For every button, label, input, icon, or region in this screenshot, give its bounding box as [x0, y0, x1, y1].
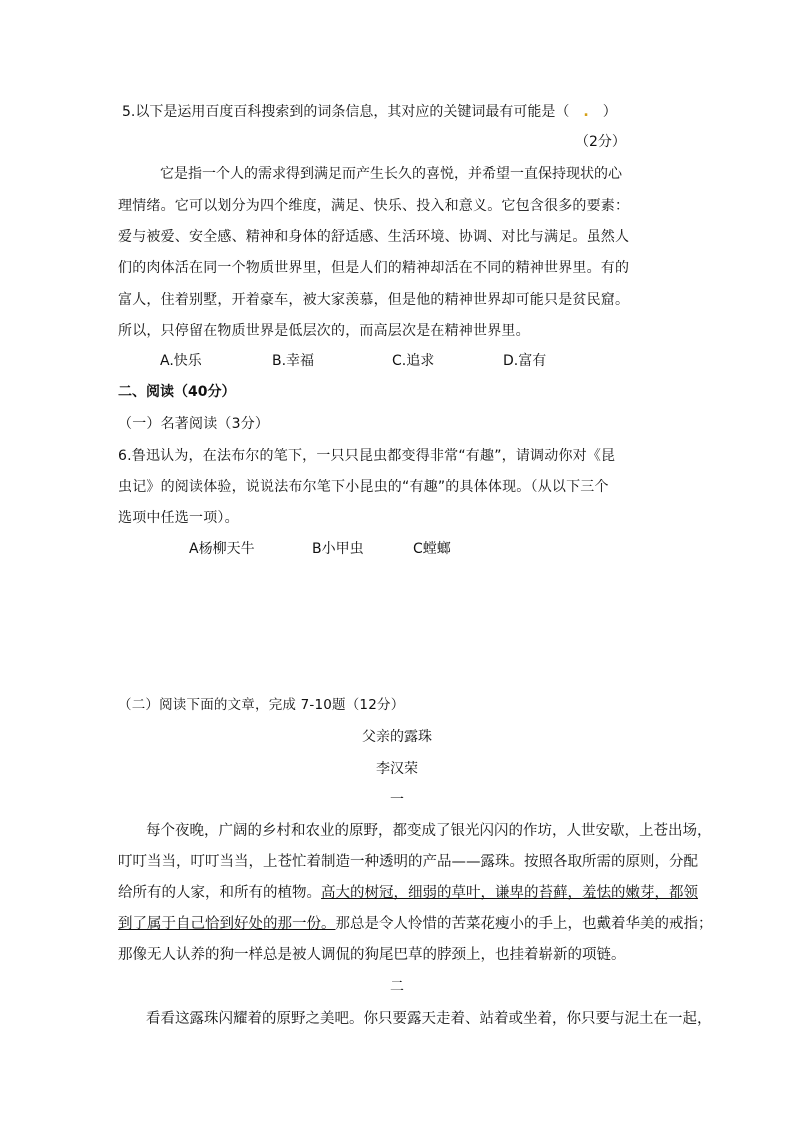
underlined-sentence-part-1: 高大的树冠，细弱的草叶，谦卑的苔藓，羞怯的嫩芽，都领 — [321, 885, 698, 901]
article-author: 李汉荣 — [376, 761, 418, 777]
q6-option-a: A杨柳天牛 — [189, 541, 255, 557]
part-1-marker: 一 — [390, 792, 404, 808]
part-2-marker: 二 — [390, 979, 404, 995]
article-p2-line-1: 看看这露珠闪耀着的原野之美吧。你只要露天走着、站着或坐着，你只要与泥土在一起， — [146, 1011, 712, 1027]
question-6-line-3: 选项中任选一项）。 — [118, 510, 239, 526]
line-3-plain-text: 给所有的人家，和所有的植物。 — [118, 885, 321, 901]
option-a: A.快乐 — [160, 353, 202, 369]
article-p1-line-5: 那像无人认养的狗一样总是被人调侃的狗尾巴草的脖颈上，也挂着崭新的项链。 — [118, 947, 626, 963]
q6-option-c: C螳螂 — [413, 541, 451, 557]
question-6-line-2: 虫记》的阅读体验，说说法布尔笔下小昆虫的“有趣”的具体体现。（从以下三个 — [118, 479, 609, 495]
question-5-close-paren: ） — [602, 104, 617, 120]
article-title: 父亲的露珠 — [362, 729, 432, 745]
option-b: B.幸福 — [272, 353, 315, 369]
option-d: D.富有 — [503, 353, 547, 369]
option-c: C.追求 — [392, 353, 435, 369]
question-5-score: （2分） — [575, 134, 626, 150]
question-6-line-1: 6.鲁迅认为，在法布尔的笔下，一只只昆虫都变得非常“有趣”，请调动你对《昆 — [118, 448, 616, 464]
passage-line-2: 理情绪。它可以划分为四个维度，满足、快乐、投入和意义。它包含很多的要素： — [118, 198, 630, 214]
passage-line-5: 富人，住着别墅，开着豪车，被大家羡慕，但是他的精神世界却可能只是贫民窟。 — [118, 292, 630, 308]
article-p1-line-4 — [118, 914, 713, 934]
line-4-plain-text: 那总是令人怜惜的苦菜花瘦小的手上，也戴着华美的戒指； — [335, 916, 713, 932]
article-p1-line-1: 每个夜晚，广阔的乡村和农业的原野，都变成了银光闪闪的作坊，人世安歇，上苍出场， — [146, 823, 712, 839]
subsection-2-heading: （二）阅读下面的文章，完成 7-10题（12分） — [118, 697, 405, 713]
answer-blank-dot: . — [583, 104, 589, 120]
passage-line-1: 它是指一个人的需求得到满足而产生长久的喜悦，并希望一直保持现状的心 — [160, 166, 622, 182]
q6-option-b: B小甲虫 — [312, 541, 364, 557]
underlined-sentence-part-2: 到了属于自己恰到好处的那一份。 — [118, 916, 336, 932]
section-2-heading: 二、阅读（40分） — [118, 384, 236, 400]
passage-line-4: 们的肉体活在同一个物质世界里，但是人们的精神却活在不同的精神世界里。有的 — [118, 260, 630, 276]
subsection-1-heading: （一）名著阅读（3分） — [118, 416, 270, 432]
article-p1-line-3 — [118, 883, 698, 903]
passage-line-6: 所以，只停留在物质世界是低层次的，而高层次是在精神世界里。 — [118, 323, 530, 339]
question-5-text: 5.以下是运用百度百科搜索到的词条信息，其对应的关键词最有可能是（ — [122, 104, 570, 120]
question-5-stem — [122, 102, 617, 122]
passage-line-3: 爱与被爱、安全感、精神和身体的舒适感、生活环境、协调、对比与满足。虽然人 — [118, 229, 630, 245]
article-p1-line-2: 叮叮当当，叮叮当当，上苍忙着制造一种透明的产品——露珠。按照各取所需的原则，分配 — [118, 854, 698, 870]
